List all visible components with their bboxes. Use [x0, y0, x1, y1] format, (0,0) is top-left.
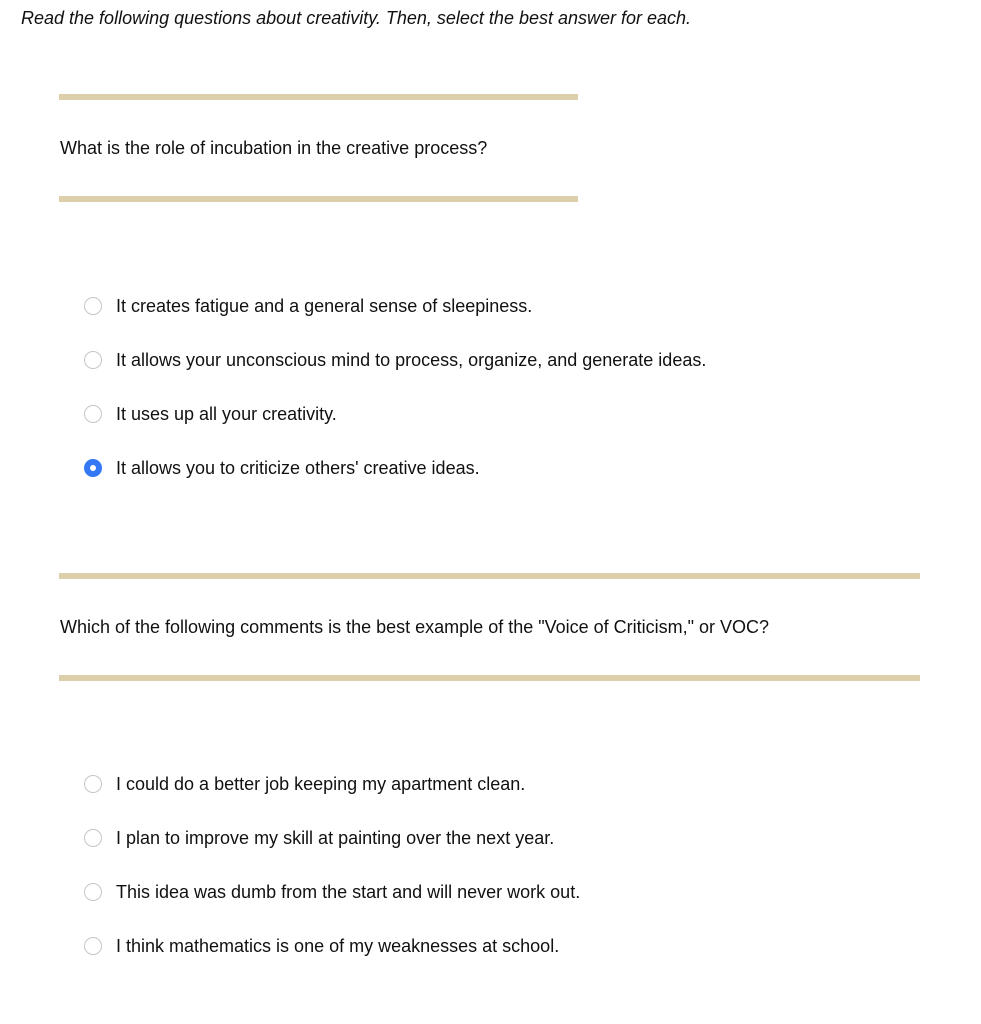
q2-option-2-label[interactable]: I plan to improve my skill at painting over the next year.	[116, 828, 555, 848]
q2-option-4-label[interactable]: I think mathematics is one of my weaknesses at school.	[116, 936, 560, 956]
q1-option-3-radio[interactable]	[84, 405, 102, 423]
q1-option-1[interactable]	[84, 294, 532, 318]
question-1-bottom-divider	[59, 196, 578, 202]
q2-option-4[interactable]	[84, 934, 559, 958]
q1-option-1-label[interactable]: It creates fatigue and a general sense of sleepiness.	[116, 296, 533, 316]
question-2-top-divider	[59, 573, 920, 579]
question-1-prompt: What is the role of incubation in the creative process?	[60, 138, 488, 158]
q2-option-3-radio[interactable]	[84, 883, 102, 901]
q1-option-3-label[interactable]: It uses up all your creativity.	[116, 404, 337, 424]
q1-option-4-label[interactable]: It allows you to criticize others' creative ideas.	[116, 458, 480, 478]
q1-option-2-radio[interactable]	[84, 351, 102, 369]
q2-option-1[interactable]	[84, 772, 525, 796]
question-1-top-divider	[59, 94, 578, 100]
q1-option-4[interactable]	[84, 456, 480, 480]
q1-option-4-radio[interactable]	[84, 459, 102, 477]
q2-option-4-radio[interactable]	[84, 937, 102, 955]
q2-option-1-label[interactable]: I could do a better job keeping my apartment clean.	[116, 774, 526, 794]
q2-option-1-radio[interactable]	[84, 775, 102, 793]
question-2-prompt: Which of the following comments is the best example of the "Voice of Criticism," or VOC?	[60, 617, 770, 637]
q2-option-3-label[interactable]: This idea was dumb from the start and will never work out.	[116, 882, 581, 902]
q1-option-1-radio[interactable]	[84, 297, 102, 315]
q2-option-2[interactable]	[84, 826, 554, 850]
q1-option-2[interactable]	[84, 348, 706, 372]
instructions-text: Read the following questions about creativity. Then, select the best answer for each.	[21, 8, 692, 28]
question-2-bottom-divider	[59, 675, 920, 681]
q1-option-3[interactable]	[84, 402, 337, 426]
q1-option-2-label[interactable]: It allows your unconscious mind to process, organize, and generate ideas.	[116, 350, 707, 370]
q2-option-2-radio[interactable]	[84, 829, 102, 847]
q2-option-3[interactable]	[84, 880, 580, 904]
